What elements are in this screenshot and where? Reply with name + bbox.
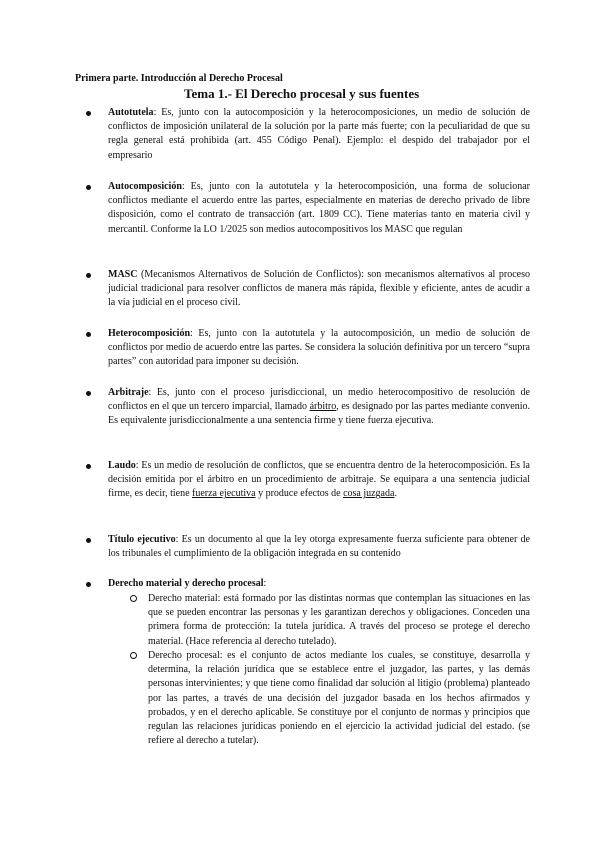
list-item-autotutela <box>86 106 530 163</box>
entry-text <box>108 268 530 311</box>
definition-text: : Es, junto con el proceso jurisdiccional, un medio heterocompositivo de resolución de conflictos en el que un tercero imparcial, llamado <box>108 387 530 413</box>
entry-text <box>108 459 530 502</box>
link-fuerza-ejecutiva[interactable]: fuerza ejecutiva <box>192 488 256 500</box>
list-item-autocomposicion <box>86 180 530 237</box>
list-item-titulo-ejecutivo <box>86 533 530 561</box>
bullet-icon <box>86 185 91 190</box>
definition-text: : Es, junto con la autotutela y la heterocomposición, una forma de solucionar conflictos mediante el acuerdo entre las partes, especialmente en materias de derecho privado de libre disposición, como el contrato de transacción (art. 1809 CC). Tiene materias tanto en materia civil y mercantil. Conforme la LO 1/2025 son medios autocompositivos los MASC que regulan <box>108 181 530 235</box>
bullet-icon <box>86 332 91 337</box>
definition-text: : Es un medio de resolución de conflictos, que se encuentra dentro de la heterocomposición. Es la decisión emitida por el árbitro en un procedimiento de arbitraje. Se equipara a una sentencia judicial firme, es decir, tiene <box>108 460 530 500</box>
sub-item-text: Derecho material: está formado por las distintas normas que contemplan las situaciones en las que se pueden encontrar las personas y les garantizan derechos y obligaciones. Conceden una primera forma de protección: la tutela jurídica. A través del proceso se protege el derecho material. (Hace referencia al derecho tutelado). <box>148 593 530 647</box>
definition-text: y produce efectos de <box>255 488 344 500</box>
term-label: Heterocomposición <box>108 328 191 339</box>
link-cosa-juzgada[interactable]: cosa juzgada <box>343 488 395 500</box>
sub-item-derecho-procesal <box>130 649 530 748</box>
entry-text <box>108 180 530 237</box>
term-label: Título ejecutivo <box>108 534 176 545</box>
term-label: Arbitraje <box>108 387 149 398</box>
link-arbitro[interactable]: árbitro <box>309 401 337 413</box>
circle-bullet-icon <box>130 652 137 659</box>
part-title: Primera parte. Introducción al Derecho Procesal <box>75 73 283 84</box>
definition-text: : <box>263 578 267 589</box>
definition-text: : Es, junto con la autotutela y la autocomposición, un medio de solución de conflictos por medio de acuerdo entre las partes. Se considera la solución definitiva por un tercero “supra partes” con autoridad para imponer su decisión. <box>108 328 530 368</box>
definition-text: . <box>394 488 397 500</box>
term-label: Autocomposición <box>108 181 182 192</box>
entry-text <box>108 327 530 370</box>
definition-text: , es designado por las partes mediante convenio. Es equivalente jurisdiccionalmente a una sentencia firme y tiene fuerza ejecutiva. <box>108 401 530 427</box>
entry-text <box>108 386 530 429</box>
list-item-masc <box>86 268 530 311</box>
sub-item-text: Derecho procesal: es el conjunto de actos mediante los cuales, se constituye, desarrolla y determina, la relación jurídica que se establece entre el juzgador, las partes, y las demás personas intervinientes; y que tiene como finalidad dar solución al litigio (problema) planteado por las partes, a través de una decisión del juzgador basada en los hechos afirmados y probados, y en el derecho aplicable. Se constituye por el conjunto de normas y principios que regulan las relaciones jurídicas poniendo en el ejercicio la actividad judicial del estado. (se refiere al derecho a tutelar). <box>148 650 530 747</box>
list-item-arbitraje <box>86 386 530 429</box>
definition-text: : Es, junto con la autocomposición y la heterocomposiciones, un medio de solución de conflictos de imposición unilateral de la solución por la parte más fuerte; con la peculiaridad de que su regla general está prohibida (art. 455 Código Penal). Ejemplo: el despido del trabajador por el empresario <box>108 107 530 161</box>
definition-text: (Mecanismos Alternativos de Solución de Conflictos): son mecanismos alternativos al proceso judicial tradicional para resolver conflictos de manera más rápida, flexible y eficiente, antes de acudir a la vía judicial en el proceso civil. <box>108 269 530 309</box>
term-label: Derecho material y derecho procesal <box>108 578 264 589</box>
tema-title: Tema 1.- El Derecho procesal y sus fuentes <box>184 86 420 101</box>
bullet-icon <box>86 538 91 543</box>
term-label: Laudo <box>108 460 136 471</box>
entry-text <box>108 577 530 591</box>
entry-text <box>108 533 530 561</box>
term-label: Autotutela <box>108 107 154 118</box>
bullet-icon <box>86 464 91 469</box>
sub-item-derecho-material <box>130 592 530 649</box>
entry-text <box>108 106 530 163</box>
list-item-laudo <box>86 459 530 502</box>
bullet-icon <box>86 273 91 278</box>
definition-text: : Es un documento al que la ley otorga expresamente fuerza suficiente para obtener de los tribunales el cumplimiento de la obligación integrada en su contenido <box>108 534 530 560</box>
circle-bullet-icon <box>130 595 137 602</box>
list-item-derecho-material-procesal <box>86 577 530 591</box>
term-label: MASC <box>108 269 138 280</box>
bullet-icon <box>86 391 91 396</box>
list-item-heterocomposicion <box>86 327 530 370</box>
bullet-icon <box>86 111 91 116</box>
bullet-icon <box>86 582 91 587</box>
